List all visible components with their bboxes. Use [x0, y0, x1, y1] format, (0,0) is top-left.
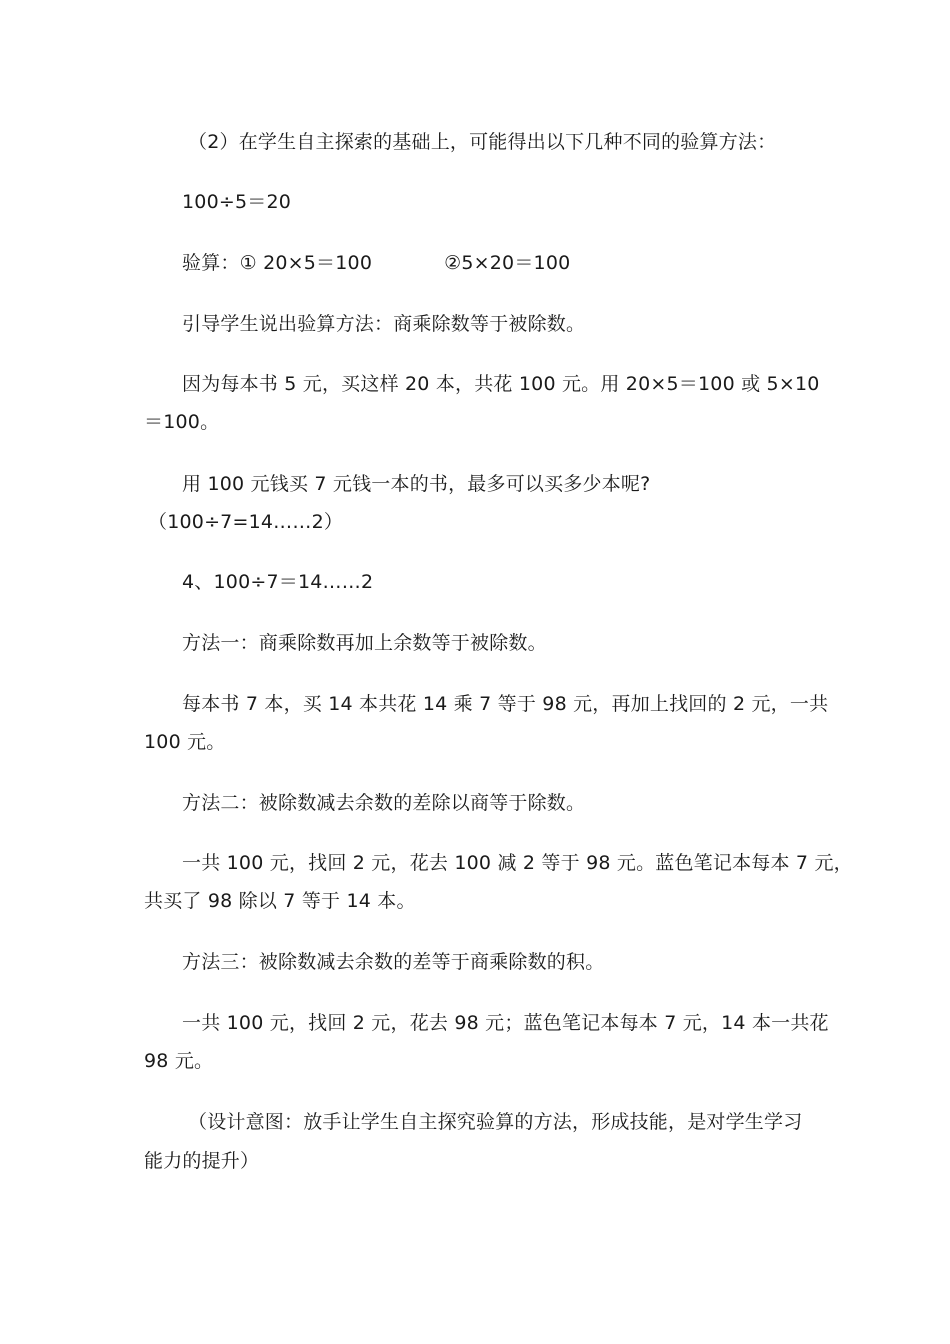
- design-intent-line1: （设计意图：放手让学生自主探究验算的方法，形成技能，是对学生学习: [188, 1111, 803, 1133]
- verification-method-2: ②5×20＝100: [444, 252, 571, 274]
- method-three-explanation-line1: 一共 100 元，找回 2 元，花去 98 元；蓝色笔记本每本 7 元，14 本一共花: [182, 1012, 829, 1034]
- method-two-heading: 方法二：被除数减去余数的差除以商等于除数。: [182, 792, 586, 814]
- design-intent-line2: 能力的提升）: [144, 1150, 260, 1172]
- equation-remainder: 4、100÷7＝14……2: [182, 571, 374, 593]
- paragraph-verification-intro: （2）在学生自主探索的基础上，可能得出以下几种不同的验算方法：: [188, 131, 777, 153]
- method-one-explanation-line1: 每本书 7 本，买 14 本共花 14 乘 7 等于 98 元，再加上找回的 2 元，一共: [182, 693, 829, 715]
- verification-methods-line: [182, 250, 570, 276]
- equation-division: 100÷5＝20: [182, 191, 292, 213]
- paragraph-reason-line2: ＝100。: [144, 411, 220, 433]
- verification-method-1: 验算：① 20×5＝100: [182, 252, 373, 274]
- paragraph-question: 用 100 元钱买 7 元钱一本的书，最多可以买多少本呢?: [182, 473, 651, 495]
- paragraph-question-answer: （100÷7=14……2）: [148, 511, 344, 533]
- method-two-explanation-line2: 共买了 98 除以 7 等于 14 本。: [144, 890, 416, 912]
- method-three-heading: 方法三：被除数减去余数的差等于商乘除数的积。: [182, 951, 605, 973]
- method-one-heading: 方法一：商乘除数再加上余数等于被除数。: [182, 632, 547, 654]
- paragraph-guide-method: 引导学生说出验算方法：商乘除数等于被除数。: [182, 313, 586, 335]
- paragraph-reason-line1: 因为每本书 5 元，买这样 20 本，共花 100 元。用 20×5＝100 或 5×10: [182, 373, 820, 395]
- method-one-explanation-line2: 100 元。: [144, 731, 226, 753]
- method-three-explanation-line2: 98 元。: [144, 1050, 214, 1072]
- method-two-explanation-line1: 一共 100 元，找回 2 元，花去 100 减 2 等于 98 元。蓝色笔记本每本 7 元，: [182, 852, 853, 874]
